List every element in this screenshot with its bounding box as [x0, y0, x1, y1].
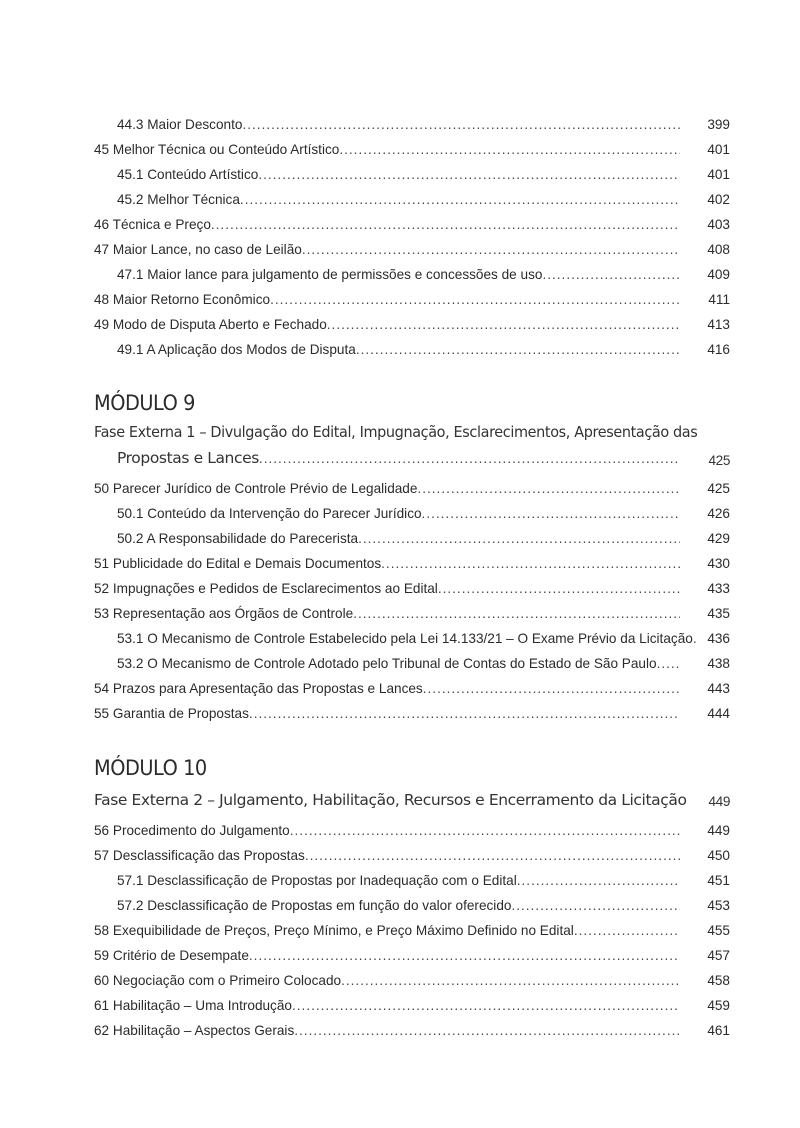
table-of-contents	[94, 112, 730, 1043]
module-9-heading: MÓDULO 9	[94, 391, 195, 415]
toc-entry-page: 408	[707, 242, 730, 257]
toc-entry[interactable]	[94, 701, 730, 726]
toc-entry[interactable]	[94, 626, 730, 651]
toc-entry-page: 449	[707, 823, 730, 838]
toc-entry[interactable]	[94, 893, 730, 918]
dot-leader	[574, 918, 680, 943]
dot-leader	[356, 337, 680, 362]
toc-entry-page: 438	[707, 656, 730, 671]
dot-leader	[657, 651, 680, 676]
toc-entry-page: 411	[708, 292, 730, 307]
phase-title-row	[94, 786, 730, 814]
toc-entry-title: 53.2 O Mecanismo de Controle Adotado pelo Tribunal de Contas do Estado de São Paulo	[117, 656, 657, 671]
toc-entry[interactable]	[94, 287, 730, 312]
dot-leader	[341, 968, 680, 993]
dot-leader	[211, 212, 680, 237]
toc-entry-title: 52 Impugnações e Pedidos de Esclarecimentos ao Edital	[94, 581, 438, 596]
dot-leader	[302, 237, 680, 262]
dot-leader	[258, 162, 680, 187]
toc-entry-page: 426	[707, 506, 730, 521]
phase-title: Fase Externa 2 – Julgamento, Habilitação, Recursos e Encerramento da Licitação	[94, 791, 687, 809]
module-10-heading: MÓDULO 10	[94, 756, 207, 780]
toc-entry-page: 413	[707, 317, 730, 332]
toc-entry-title: 45 Melhor Técnica ou Conteúdo Artístico	[94, 142, 340, 157]
toc-entry[interactable]	[94, 212, 730, 237]
toc-entry-title: 50 Parecer Jurídico de Controle Prévio de Legalidade	[94, 481, 418, 496]
module-9-phase	[94, 420, 730, 472]
dot-leader	[422, 501, 680, 526]
phase-title-line-2: Propostas e Lances	[117, 449, 259, 467]
dot-leader	[327, 312, 680, 337]
toc-entry-title: 57 Desclassificação das Propostas	[94, 848, 305, 863]
toc-entry[interactable]	[94, 262, 730, 287]
toc-entry-page: 433	[707, 581, 730, 596]
toc-entry-title: 59 Critério de Desempate	[94, 948, 249, 963]
dot-leader	[517, 868, 680, 893]
toc-entry-title: 58 Exequibilidade de Preços, Preço Mínimo, e Preço Máximo Definido no Edital	[94, 923, 574, 938]
dot-leader	[438, 576, 680, 601]
toc-entry-title: 57.1 Desclassificação de Propostas por Inadequação com o Edital	[117, 873, 517, 888]
toc-entry-page: 453	[707, 898, 730, 913]
toc-entry[interactable]	[94, 187, 730, 212]
toc-entry[interactable]	[94, 918, 730, 943]
toc-entry-title: 49 Modo de Disputa Aberto e Fechado	[94, 317, 327, 332]
toc-entry-title: 53.1 O Mecanismo de Controle Estabelecido pela Lei 14.133/21 – O Exame Prévio da Licitação	[117, 631, 693, 646]
toc-entry[interactable]	[94, 476, 730, 501]
toc-entry-title: 48 Maior Retorno Econômico	[94, 292, 271, 307]
dot-leader	[259, 445, 680, 472]
toc-entry-page: 430	[707, 556, 730, 571]
toc-entry-page: 461	[707, 1023, 730, 1038]
toc-entry-title: 61 Habilitação – Uma Introdução	[94, 998, 292, 1013]
toc-entry-title: 50.2 A Responsabilidade do Parecerista	[117, 531, 359, 546]
toc-entry-title: 55 Garantia de Propostas	[94, 706, 249, 721]
dot-leader	[423, 676, 680, 701]
toc-entry-title: 51 Publicidade do Edital e Demais Documentos	[94, 556, 382, 571]
toc-entry-title: 46 Técnica e Preço	[94, 217, 211, 232]
dot-leader	[339, 137, 680, 162]
toc-entry-title: 56 Procedimento do Julgamento	[94, 823, 290, 838]
toc-entry-page: 451	[707, 873, 730, 888]
toc-entry[interactable]	[94, 501, 730, 526]
dot-leader	[249, 701, 680, 726]
toc-entry-title: 54 Prazos para Apresentação das Propostas e Lances	[94, 681, 423, 696]
phase-page-number: 425	[708, 453, 730, 468]
toc-list-pre	[94, 112, 730, 362]
dot-leader	[542, 262, 680, 287]
toc-entry[interactable]	[94, 993, 730, 1018]
toc-entry[interactable]	[94, 1018, 730, 1043]
dot-leader	[292, 993, 680, 1018]
toc-entry[interactable]	[94, 551, 730, 576]
toc-entry-page: 401	[707, 167, 730, 182]
toc-entry[interactable]	[94, 162, 730, 187]
dot-leader	[511, 893, 680, 918]
toc-entry-title: 50.1 Conteúdo da Intervenção do Parecer Jurídico	[117, 506, 422, 521]
toc-entry[interactable]	[94, 576, 730, 601]
dot-leader	[290, 818, 680, 843]
toc-entry[interactable]	[94, 112, 730, 137]
toc-entry-title: 53 Representação aos Órgãos de Controle	[94, 606, 354, 621]
toc-entry-page: 401	[707, 142, 730, 157]
dot-leader	[240, 187, 680, 212]
toc-entry[interactable]	[94, 943, 730, 968]
dot-leader	[270, 287, 680, 312]
toc-entry-page: 399	[707, 117, 730, 132]
toc-list-module-10	[94, 818, 730, 1043]
dot-leader	[249, 943, 680, 968]
toc-entry-page: 443	[707, 681, 730, 696]
dot-leader	[417, 476, 680, 501]
toc-entry[interactable]	[94, 968, 730, 993]
dot-leader	[358, 526, 680, 551]
phase-page-number: 449	[708, 794, 730, 809]
toc-entry-page: 403	[707, 217, 730, 232]
toc-entry-page: 457	[707, 948, 730, 963]
toc-entry[interactable]	[94, 312, 730, 337]
toc-entry[interactable]	[94, 676, 730, 701]
toc-entry[interactable]	[94, 237, 730, 262]
toc-entry-page: 435	[707, 606, 730, 621]
toc-entry-title: 57.2 Desclassificação de Propostas em função do valor oferecido	[117, 898, 512, 913]
toc-entry[interactable]	[94, 868, 730, 893]
toc-entry-page: 402	[707, 192, 730, 207]
toc-entry-page: 409	[707, 267, 730, 282]
toc-entry-page: 416	[707, 342, 730, 357]
toc-list-module-9	[94, 476, 730, 726]
dot-leader	[242, 112, 680, 137]
toc-entry[interactable]	[94, 651, 730, 676]
dot-leader	[305, 843, 680, 868]
toc-entry[interactable]	[94, 137, 730, 162]
phase-title-line-2-row	[94, 445, 730, 472]
toc-entry-page: 458	[707, 973, 730, 988]
toc-entry[interactable]	[94, 818, 730, 843]
module-10-phase	[94, 786, 730, 814]
dot-leader	[294, 1018, 680, 1043]
toc-entry-page: 436	[707, 631, 730, 646]
toc-entry[interactable]	[94, 843, 730, 868]
dot-leader	[381, 551, 680, 576]
toc-entry-page: 450	[707, 848, 730, 863]
toc-entry-page: 444	[707, 706, 730, 721]
toc-entry-page: 459	[707, 998, 730, 1013]
phase-title-line-1: Fase Externa 1 – Divulgação do Edital, Impugnação, Esclarecimentos, Apresentação das	[94, 423, 698, 441]
toc-entry-title: 45.1 Conteúdo Artístico	[117, 167, 259, 182]
toc-entry[interactable]	[94, 337, 730, 362]
toc-entry-page: 455	[707, 923, 730, 938]
toc-entry[interactable]	[94, 526, 730, 551]
toc-entry-page: 425	[707, 481, 730, 496]
toc-entry[interactable]	[94, 601, 730, 626]
dot-leader	[353, 601, 680, 626]
toc-entry-title: 44.3 Maior Desconto	[117, 117, 243, 132]
toc-entry-title: 45.2 Melhor Técnica	[117, 192, 240, 207]
toc-entry-page: 429	[707, 531, 730, 546]
toc-entry-title: 47.1 Maior lance para julgamento de permissões e concessões de uso	[117, 267, 543, 282]
toc-entry-title: 47 Maior Lance, no caso de Leilão	[94, 242, 302, 257]
toc-entry-title: 60 Negociação com o Primeiro Colocado	[94, 973, 342, 988]
toc-entry-title: 49.1 A Aplicação dos Modos de Disputa	[117, 342, 356, 357]
toc-entry-title: 62 Habilitação – Aspectos Gerais	[94, 1023, 295, 1038]
